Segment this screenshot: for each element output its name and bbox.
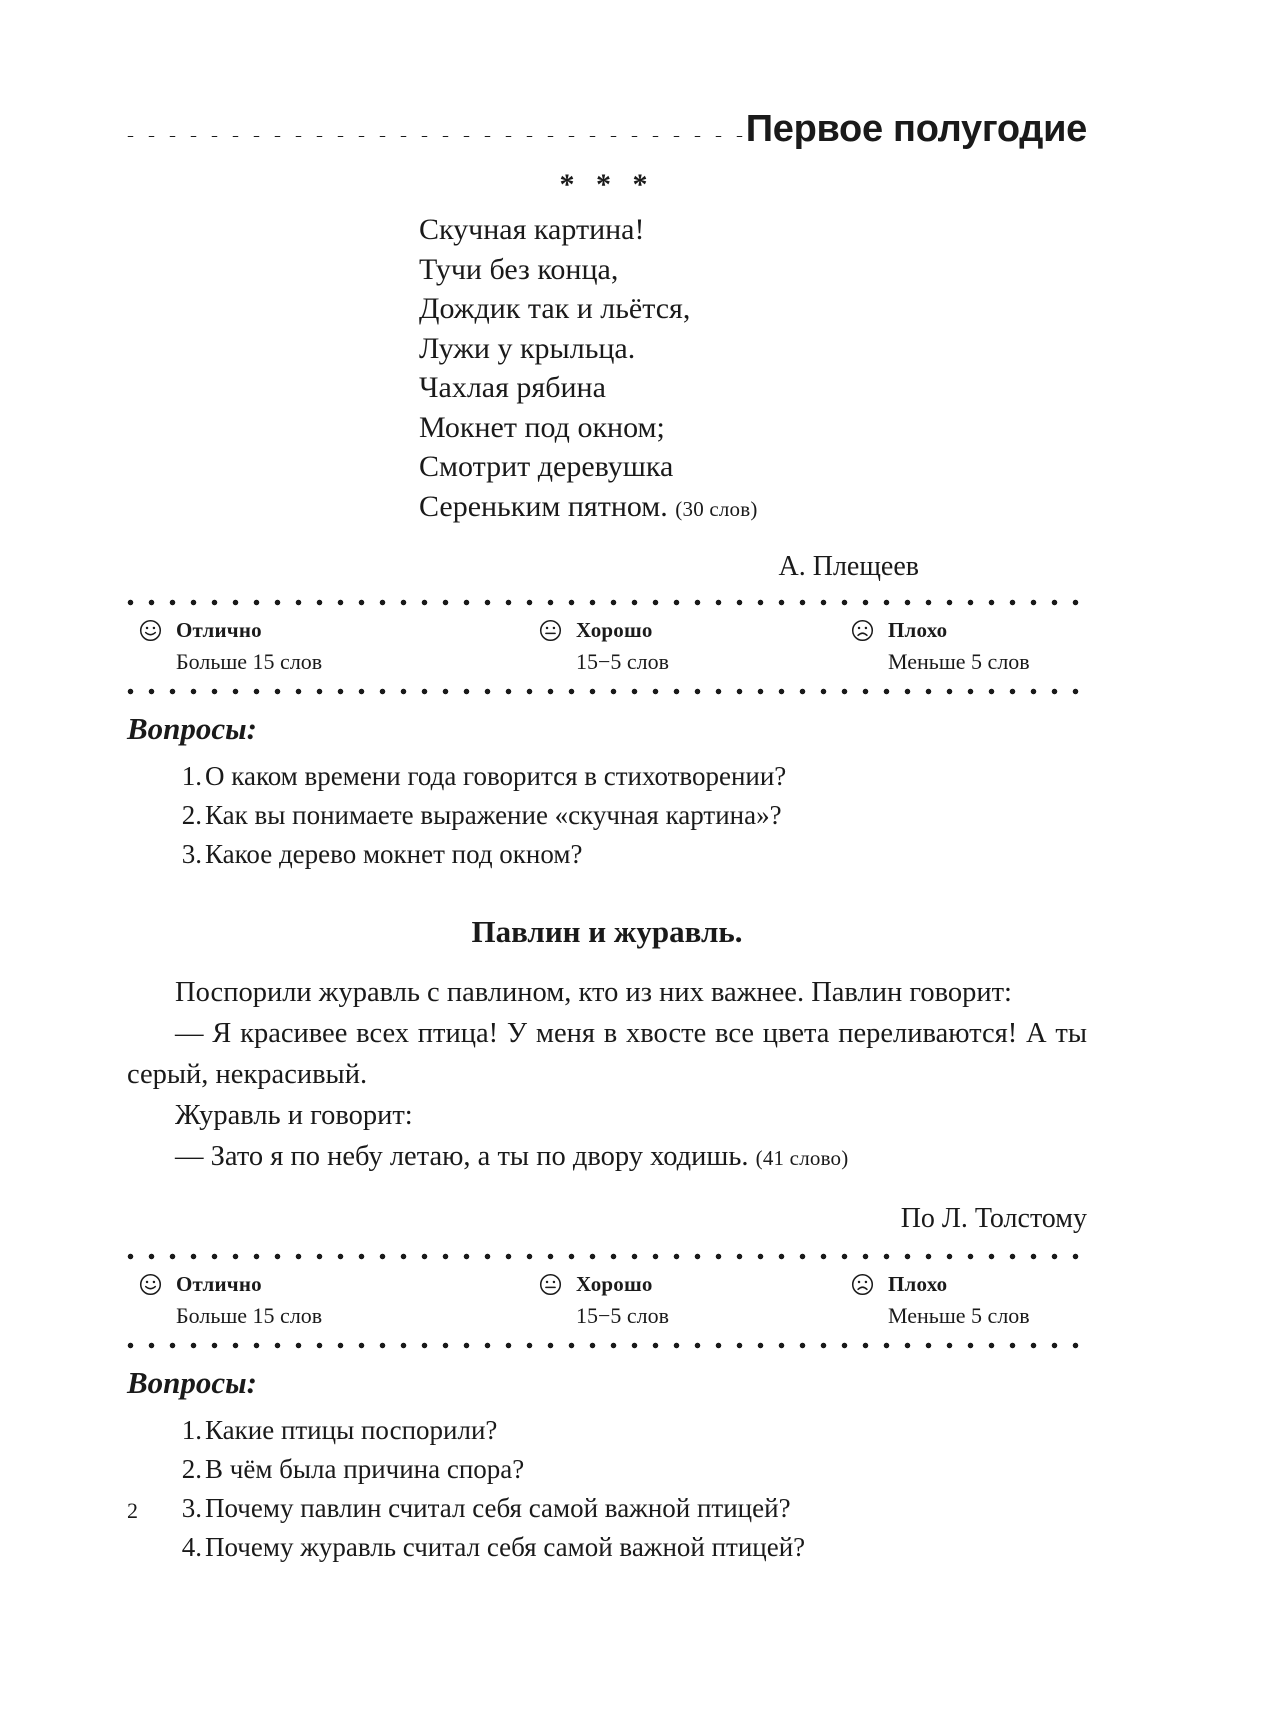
dotted-rule-bottom (127, 688, 1087, 695)
question-number: 2. (181, 1454, 202, 1484)
running-head-title: Первое полугодие (745, 108, 1087, 150)
rating-range: Больше 15 слов (176, 1303, 323, 1328)
page-number: 2 (127, 1498, 138, 1523)
rating-range: Больше 15 слов (176, 649, 323, 674)
page-content (127, 0, 1087, 1567)
smiley-neutral-icon (539, 619, 562, 642)
smiley-neutral-icon (539, 1273, 562, 1296)
poem-line: Смотрит деревушка (419, 450, 674, 483)
poem-body (419, 210, 1087, 529)
poem-line: Чахлая рябина (419, 371, 606, 404)
rating-scale-2 (127, 1253, 1087, 1349)
questions-list-1 (127, 757, 1087, 874)
poem-word-count: (30 слов) (675, 496, 758, 521)
poem-line-last (419, 487, 1087, 530)
rating-head (139, 618, 539, 643)
story-author: По Л. Толстому (900, 1203, 1087, 1234)
rating-head (851, 1272, 1087, 1297)
dotted-rule-top (127, 599, 1087, 606)
poem-author: А. Плещеев (778, 551, 919, 582)
rating-range: Меньше 5 слов (888, 649, 1030, 674)
poem-line-text: Сереньким пятном. (419, 489, 668, 523)
question-item (127, 1450, 1087, 1489)
poem-line: Мокнет под окном; (419, 410, 665, 444)
question-number: 3. (181, 839, 202, 869)
dotted-leader-icon (127, 136, 746, 137)
smiley-happy-icon (139, 1273, 162, 1296)
rating-label: Хорошо (576, 618, 653, 642)
question-item (127, 1528, 1087, 1567)
question-item (127, 1411, 1087, 1450)
poem-separator: * * * (559, 168, 655, 201)
rating-row (127, 1272, 1087, 1329)
rating-range: 15−5 слов (576, 649, 670, 674)
poem-line: Тучи без конца, (419, 252, 619, 286)
rating-head (539, 1272, 851, 1297)
rating-row (127, 618, 1087, 675)
running-head (127, 88, 1087, 150)
question-item (127, 757, 1087, 796)
story-paragraph-final (127, 1136, 1087, 1179)
question-text: О каком времени года говорится в стихотворении? (205, 761, 787, 791)
story-title: Павлин и журавль. (471, 914, 743, 949)
questions-heading: Вопросы: (127, 1365, 258, 1400)
rating-item-excellent (127, 618, 539, 675)
poem-line: Дождик так и льётся, (419, 292, 691, 325)
question-number: 1. (181, 1415, 202, 1445)
rating-item-bad (851, 618, 1087, 675)
question-text: Почему павлин считал себя самой важной птицей? (205, 1493, 791, 1523)
question-text: Почему журавль считал себя самой важной птицей? (205, 1532, 806, 1562)
question-number: 3. (181, 1493, 202, 1523)
rating-label: Отлично (176, 618, 262, 642)
rating-range: 15−5 слов (576, 1303, 670, 1328)
question-text: Какие птицы поспорили? (205, 1415, 498, 1445)
question-item (127, 1489, 1087, 1528)
questions-list-2 (127, 1411, 1087, 1567)
rating-label: Хорошо (576, 1272, 653, 1296)
rating-range: Меньше 5 слов (888, 1303, 1030, 1328)
rating-label: Плохо (888, 1272, 948, 1296)
story-word-count: (41 слово) (755, 1146, 849, 1170)
story-paragraph: Поспорили журавль с павлином, кто из них важнее. Павлин говорит: (175, 977, 1012, 1008)
rating-head (139, 1272, 539, 1297)
story-paragraph: — Я красивее всех птица! У меня в хвосте все цвета переливаются! А ты серый, некрасивый. (127, 1018, 1087, 1090)
rating-item-good (539, 618, 851, 675)
smiley-sad-icon (851, 1273, 874, 1296)
rating-label: Отлично (176, 1272, 262, 1296)
questions-heading: Вопросы: (127, 711, 258, 746)
question-item (127, 835, 1087, 874)
rating-item-bad (851, 1272, 1087, 1329)
story-body (127, 972, 1087, 1179)
story-paragraph: Журавль и говорит: (175, 1100, 413, 1131)
dotted-rule-bottom (127, 1342, 1087, 1349)
rating-scale-1 (127, 599, 1087, 695)
question-text: Как вы понимаете выражение «скучная картина»? (205, 800, 782, 830)
question-text: Какое дерево мокнет под окном? (205, 839, 583, 869)
question-number: 1. (181, 761, 202, 791)
question-number: 2. (181, 800, 202, 830)
smiley-happy-icon (139, 619, 162, 642)
dotted-rule-top (127, 1253, 1087, 1260)
smiley-sad-icon (851, 619, 874, 642)
story-paragraph-text: — Зато я по небу летаю, а ты по двору ходишь. (175, 1141, 749, 1172)
poem-line: Скучная картина! (419, 213, 645, 246)
question-number: 4. (181, 1532, 202, 1562)
rating-item-good (539, 1272, 851, 1329)
rating-head (851, 618, 1087, 643)
rating-item-excellent (127, 1272, 539, 1329)
rating-label: Плохо (888, 618, 948, 642)
question-text: В чём была причина спора? (205, 1454, 525, 1484)
poem-line: Лужи у крыльца. (419, 331, 636, 365)
rating-head (539, 618, 851, 643)
question-item (127, 796, 1087, 835)
